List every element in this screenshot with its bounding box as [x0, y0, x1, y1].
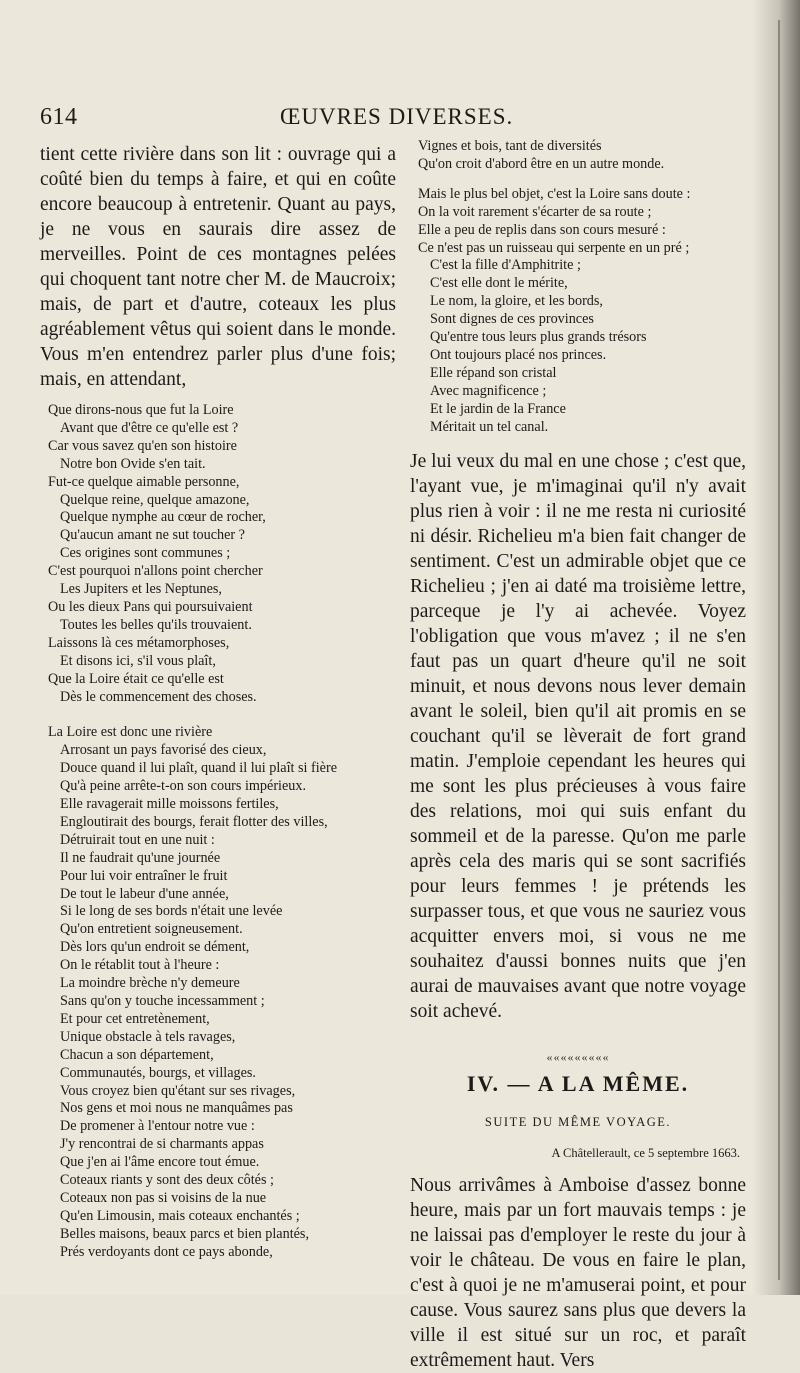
verse-line: Unique obstacle à tels ravages,: [60, 1028, 236, 1045]
verse-line: La Loire est donc une rivière: [48, 724, 213, 741]
verse-line: Sans qu'on y touche incessamment ;: [60, 993, 265, 1009]
prose-paragraph-amboise: Nous arrivâmes à Amboise d'assez bonne heure, mais par un fort mauvais temps : je ne laissai pas d'employer le reste du jour à voir le château. De vous en faire le plan, c'est à quoi je ne m'amuserai point, et pour cause. Vous saurez sans plus que devers la ville il est situé sur un roc, et paraît extrêmement haut. Vers: [410, 1174, 746, 1371]
letter-dateline: A Châtellerault, ce 5 septembre 1663.: [551, 1145, 740, 1160]
verse-line: Que dirons-nous que fut la Loire: [48, 402, 234, 418]
page-number: 614: [40, 104, 78, 130]
verse-line: J'y rencontrai de si charmants appas: [60, 1136, 264, 1153]
verse-line: Et le jardin de la France: [430, 400, 566, 417]
verse-line: Qu'à peine arrête-t-on son cours impérieux.: [60, 778, 307, 795]
verse-line: Et pour cet entretènement,: [60, 1010, 210, 1027]
prose-paragraph-letter: Je lui veux du mal en une chose ; c'est que, l'ayant vue, je m'imaginai qu'il n'y avait plus rien à voir : il ne me resta ni curiosité ni désir. Richelieu m'a bien fait changer de sentiment. C'est un admirable objet que ce Richelieu ; j'en ai daté ma troisième lettre, parceque je l'y ai achevée. Voyez l'obligation que vous m'avez ; il ne s'en faut pas un quart d'heure qu'il ne soit minuit, et nous devons nous lever demain avant le soleil, bien qu'il ait promis en se couchant qu'il se lèverait de fort grand matin. J'emploie cependant les heures qui me sont les plus précieuses à vous faire des relations, moi qui suis enfant du sommeil et de la paresse. Qu'on me parle après cela des maris qui se sont sacrifiés pour leurs femmes ! je prétends les surpasser tous, et que vous ne sauriez vous acquitter envers moi, si vous ne me souhaitez d'aussi bonnes nuits que j'en aurai de mauvaises avant que notre voyage soit achevé.: [410, 450, 746, 1022]
running-head: ŒUVRES DIVERSES.: [280, 104, 514, 129]
verse-line: Dès lors qu'un endroit se dément,: [60, 939, 250, 956]
verse-line: Vous croyez bien qu'étant sur ses rivages,: [60, 1082, 296, 1099]
verse-stanza-1: [40, 402, 396, 706]
left-column: [40, 142, 396, 1262]
verse-line: On la voit rarement s'écarter de sa route ;: [418, 203, 652, 220]
verse-line: C'est pourquoi n'allons point chercher: [48, 563, 263, 580]
verse-line: Qu'on croit d'abord être en un autre monde.: [418, 155, 665, 172]
verse-line: Elle répand son cristal: [430, 364, 557, 381]
verse-line: Notre bon Ovide s'en tait.: [60, 455, 206, 472]
verse-line: Les Jupiters et les Neptunes,: [60, 581, 222, 598]
prose-paragraph-opening: tient cette rivière dans son lit : ouvrage qui a coûté bien du temps à faire, et qui en coûte encore beaucoup à entretenir. Quant au pays, je ne vous en saurais dire assez de merveilles. Point de ces montagnes pelées qui choquent tant notre cher M. de Maucroix; mais, de part et d'autre, coteaux les plus agréablement vêtus qui soient dans le monde. Vous m'en entendrez parler plus d'une fois; mais, en attendant,: [40, 144, 396, 390]
verse-line: Toutes les belles qu'ils trouvaient.: [60, 616, 252, 633]
verse-line: Qu'en Limousin, mais coteaux enchantés ;: [60, 1207, 300, 1224]
verse-line: Et disons ici, s'il vous plaît,: [60, 652, 216, 669]
chapter-title: IV. — A LA MÊME.: [466, 1070, 690, 1096]
verse-line: Détruirait tout en une nuit :: [60, 831, 215, 848]
verse-line: Communautés, bourgs, et villages.: [60, 1064, 256, 1081]
verse-stanza-4: [410, 186, 746, 437]
verse-line: Dès le commencement des choses.: [60, 688, 257, 705]
section-separator: «««««««««: [546, 1049, 610, 1064]
verse-line: C'est elle dont le mérite,: [430, 275, 568, 292]
verse-line: Car vous savez qu'en son histoire: [48, 437, 237, 454]
verse-line: Fut-ce quelque aimable personne,: [48, 473, 240, 490]
page-gutter-shadow: [752, 0, 800, 1295]
verse-line: Il ne faudrait qu'une journée: [60, 849, 221, 866]
verse-line: Méritait un tel canal.: [430, 418, 549, 435]
verse-line: Elle a peu de replis dans son cours mesuré :: [418, 221, 666, 238]
verse-line: Belles maisons, beaux parcs et bien plantés,: [60, 1225, 310, 1242]
verse-line: Coteaux riants y sont des deux côtés ;: [60, 1172, 274, 1189]
verse-line: Avant que d'être ce qu'elle est ?: [60, 419, 239, 436]
verse-line: Mais le plus bel objet, c'est la Loire sans doute :: [418, 185, 691, 202]
verse-line: Ou les dieux Pans qui poursuivaient: [48, 598, 253, 615]
verse-line: Douce quand il lui plaît, quand il lui plaît si fière: [60, 760, 337, 777]
chapter-subtitle: SUITE DU MÊME VOYAGE.: [484, 1114, 672, 1129]
verse-line: C'est la fille d'Amphitrite ;: [430, 257, 581, 274]
verse-line: Avec magnificence ;: [430, 382, 547, 399]
verse-line: Chacun a son département,: [60, 1046, 214, 1063]
verse-stanza-3: [410, 138, 746, 174]
verse-line: Qu'on entretient soigneusement.: [60, 921, 243, 938]
verse-line: De promener à l'entour notre vue :: [60, 1118, 255, 1135]
verse-line: Arrosant un pays favorisé des cieux,: [60, 742, 267, 759]
verse-line: Qu'entre tous leurs plus grands trésors: [430, 329, 647, 346]
verse-line: Si le long de ses bords n'était une levée: [60, 903, 283, 920]
verse-line: Sont dignes de ces provinces: [430, 311, 594, 328]
verse-line: On le rétablit tout à l'heure :: [60, 957, 220, 974]
verse-line: Laissons là ces métamorphoses,: [48, 634, 230, 651]
right-column: [410, 138, 746, 1373]
verse-line: De tout le labeur d'une année,: [60, 885, 229, 902]
verse-line: Pour lui voir entraîner le fruit: [60, 867, 228, 884]
verse-line: Engloutirait des bourgs, ferait flotter des villes,: [60, 813, 328, 830]
verse-line: Ont toujours placé nos princes.: [430, 346, 607, 363]
verse-line: Qu'aucun amant ne sut toucher ?: [60, 527, 245, 544]
verse-line: Ces origines sont communes ;: [60, 545, 231, 562]
verse-line: Que la Loire était ce qu'elle est: [48, 670, 224, 687]
verse-line: Prés verdoyants dont ce pays abonde,: [60, 1243, 273, 1260]
verse-line: Vignes et bois, tant de diversités: [418, 138, 602, 154]
verse-line: La moindre brèche n'y demeure: [60, 975, 240, 992]
page-header: [40, 104, 740, 134]
verse-line: Coteaux non pas si voisins de la nue: [60, 1189, 267, 1206]
verse-line: Quelque reine, quelque amazone,: [60, 491, 250, 508]
page-gutter-edge: [778, 20, 780, 1280]
verse-line: Quelque nymphe au cœur de rocher,: [60, 509, 266, 526]
verse-line: Que j'en ai l'âme encore tout émue.: [60, 1154, 260, 1171]
verse-line: Nos gens et moi nous ne manquâmes pas: [60, 1100, 293, 1117]
verse-stanza-2: [40, 724, 396, 1261]
verse-line: Ce n'est pas un ruisseau qui serpente en un pré ;: [418, 239, 690, 256]
verse-line: Elle ravagerait mille moissons fertiles,: [60, 796, 279, 813]
verse-line: Le nom, la gloire, et les bords,: [430, 293, 603, 310]
